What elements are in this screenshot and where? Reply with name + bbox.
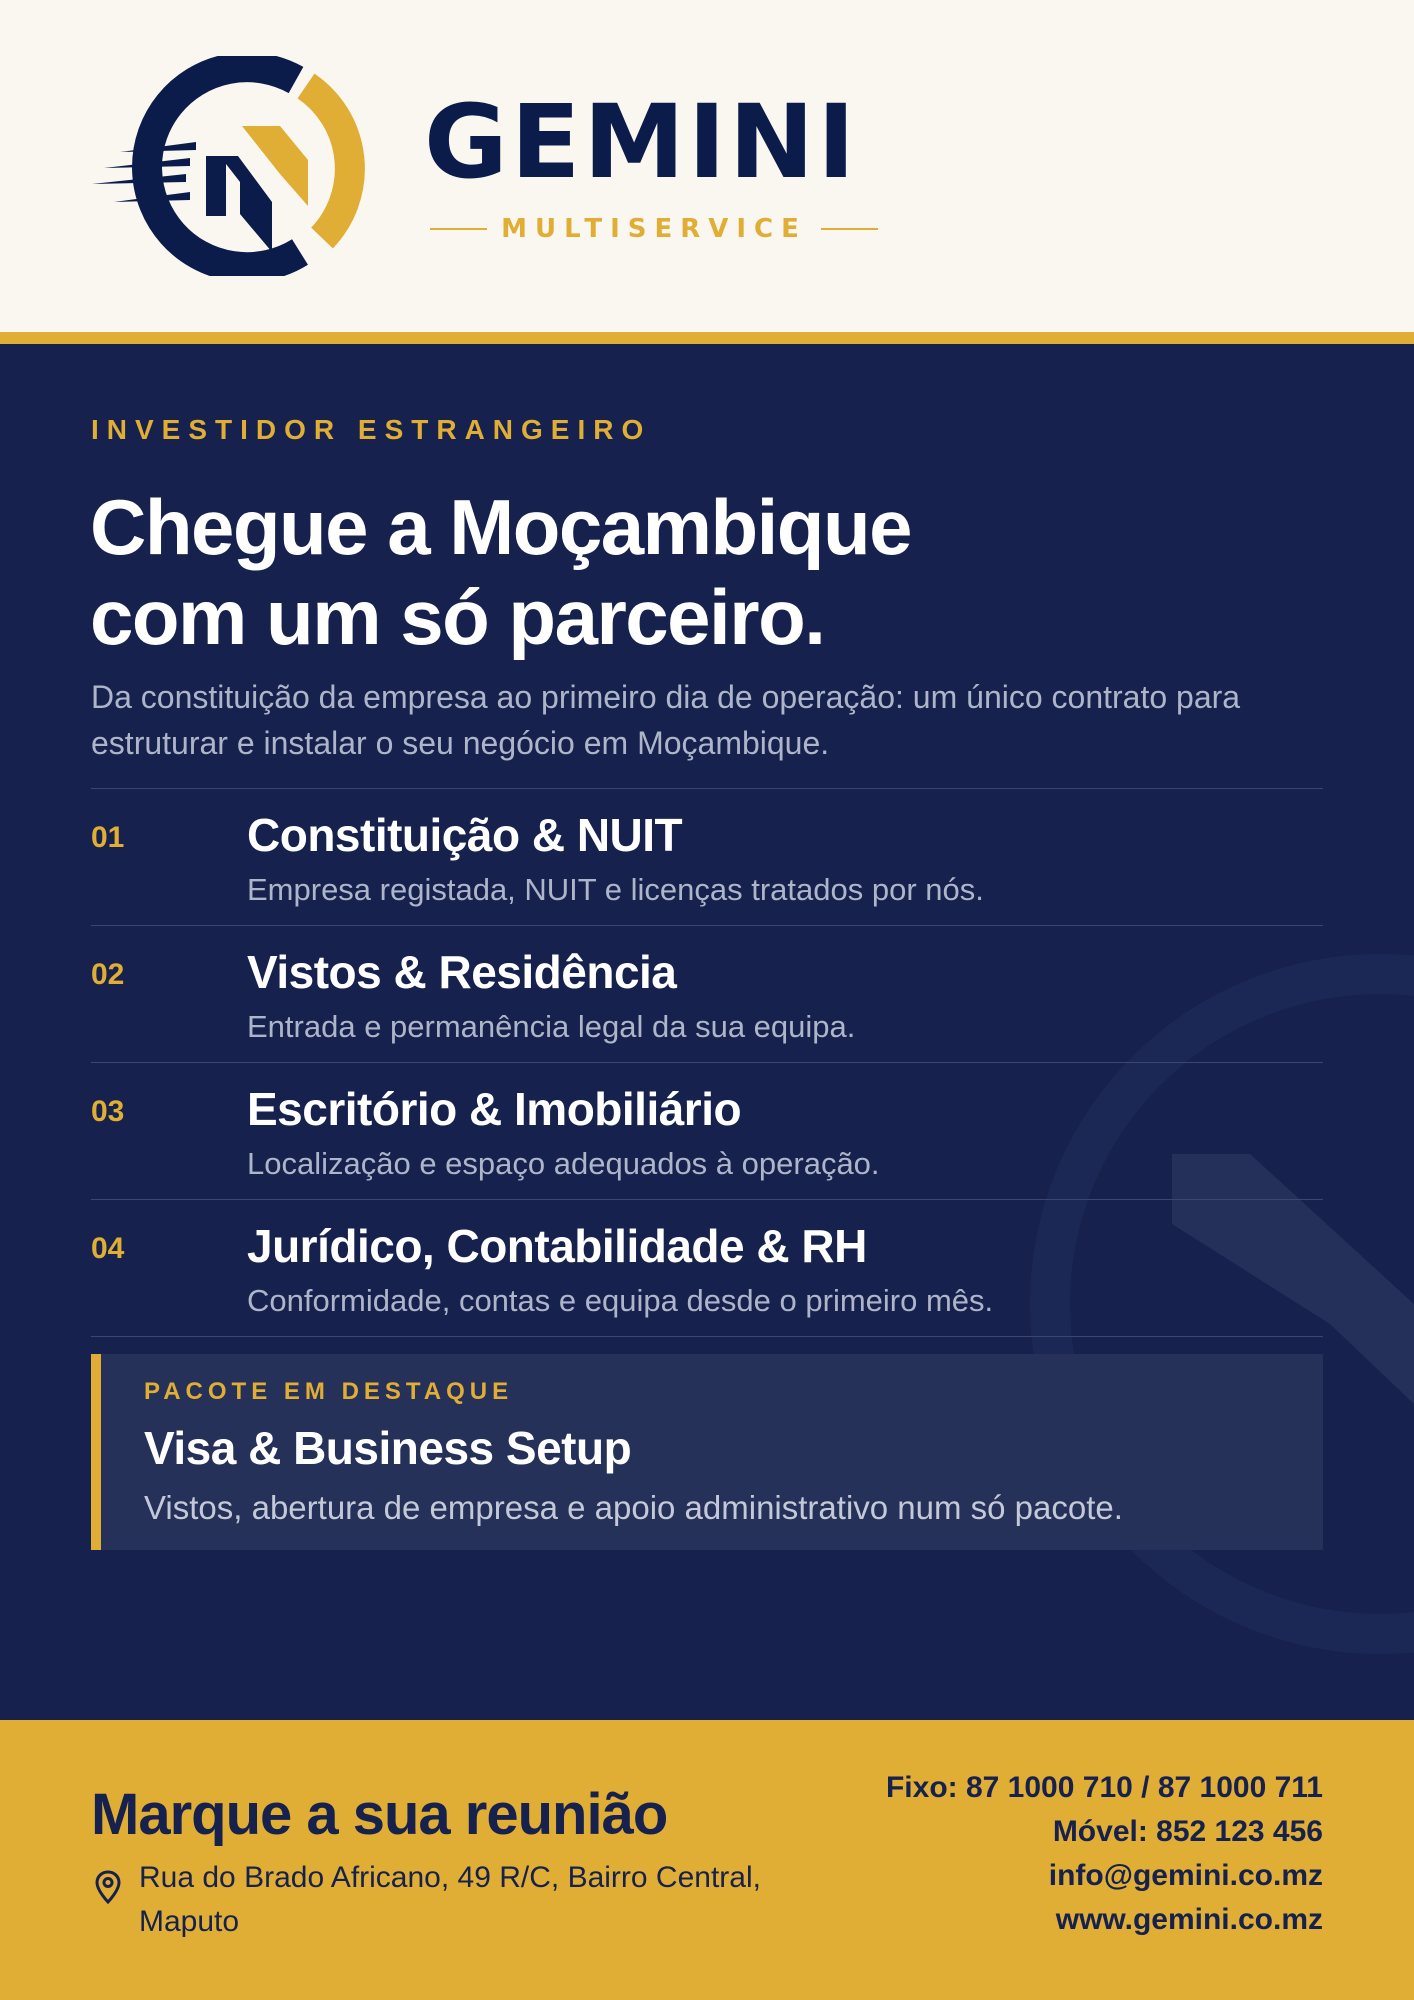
main-panel <box>0 344 1414 1720</box>
footer <box>0 1720 1414 2000</box>
tagline-rule-right <box>821 228 878 230</box>
cta-heading: Marque a sua reunião <box>91 1782 668 1847</box>
service-description: Entrada e permanência legal da sua equipa. <box>247 1009 856 1044</box>
headline-line-1: Chegue a Moçambique <box>90 483 911 571</box>
hero-lead: Da constituição da empresa ao primeiro dia de operação: um único contrato para estruturar e instalar o seu negócio em Moçambique. <box>91 679 1241 761</box>
service-title: Jurídico, Contabilidade & RH <box>247 1220 867 1272</box>
gemini-logo-icon <box>90 56 400 276</box>
website-link[interactable]: www.gemini.co.mz <box>1055 1903 1323 1936</box>
service-description: Conformidade, contas e equipa desde o primeiro mês. <box>247 1283 994 1318</box>
service-description: Localização e espaço adequados à operação. <box>247 1146 880 1181</box>
brand-tagline: MULTISERVICE <box>501 214 807 244</box>
service-title: Constituição & NUIT <box>247 809 683 861</box>
hero-eyebrow: INVESTIDOR ESTRANGEIRO <box>91 414 652 445</box>
service-number: 03 <box>91 1095 125 1128</box>
services-list <box>91 788 1323 1337</box>
headline-line-2: com um só parceiro. <box>90 573 825 661</box>
hero-headline <box>90 482 911 662</box>
service-number: 01 <box>91 821 125 854</box>
service-item <box>91 788 1323 925</box>
phone-fixed[interactable]: Fixo: 87 1000 710 / 87 1000 711 <box>885 1771 1323 1804</box>
brand-name: GEMINI <box>424 83 859 202</box>
service-number: 02 <box>91 958 125 991</box>
header-divider <box>0 332 1414 344</box>
map-pin-icon <box>95 1870 121 1904</box>
featured-description: Vistos, abertura de empresa e apoio administrativo num só pacote. <box>144 1489 1123 1526</box>
tagline-rule-left <box>430 228 487 230</box>
header <box>0 0 1414 332</box>
service-item <box>91 1062 1323 1199</box>
featured-eyebrow: PACOTE EM DESTAQUE <box>144 1378 514 1405</box>
brand-tagline-row <box>430 212 878 246</box>
service-number: 04 <box>91 1232 125 1265</box>
address-text: Rua do Brado Africano, 49 R/C, Bairro Central, Maputo <box>139 1861 761 1938</box>
contact-block <box>886 1766 1323 1942</box>
phone-mobile[interactable]: Móvel: 852 123 456 <box>1052 1815 1323 1848</box>
featured-title: Visa & Business Setup <box>144 1422 632 1474</box>
service-item <box>91 1199 1323 1337</box>
featured-package <box>91 1354 1323 1550</box>
service-title: Vistos & Residência <box>247 946 677 998</box>
service-item <box>91 925 1323 1062</box>
service-title: Escritório & Imobiliário <box>247 1083 742 1135</box>
email-link[interactable]: info@gemini.co.mz <box>1048 1859 1323 1892</box>
service-description: Empresa registada, NUIT e licenças tratados por nós. <box>247 872 984 907</box>
